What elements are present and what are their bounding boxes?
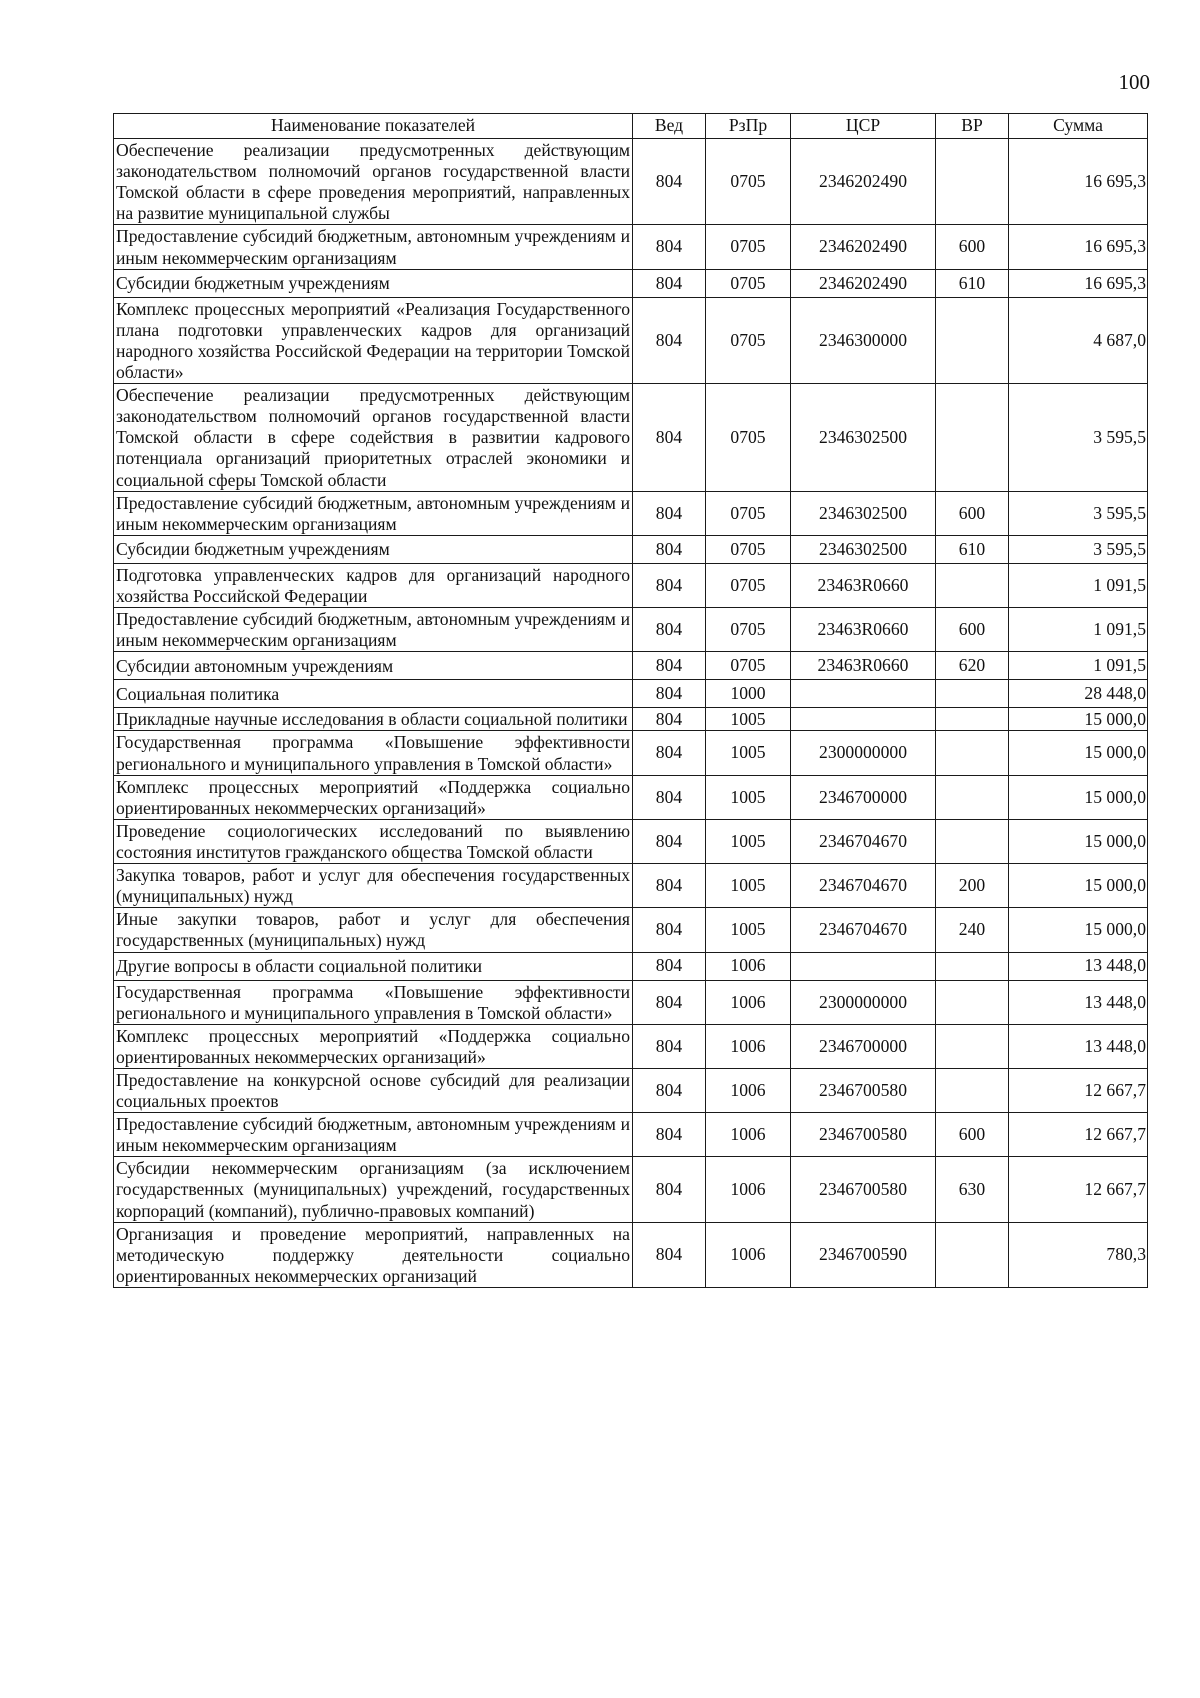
cell-sum: 15 000,0 [1009, 775, 1148, 819]
cell-csr: 2346700580 [791, 1113, 936, 1157]
cell-name: Субсидии некоммерческим организациям (за исключением государственных (муниципальных) учреждений, государственных корпораций (компаний), публично-правовых компаний) [114, 1157, 633, 1222]
cell-rzpr: 1006 [706, 1068, 791, 1112]
cell-name: Подготовка управленческих кадров для организаций народного хозяйства Российской Федерации [114, 563, 633, 607]
cell-csr: 23463R0660 [791, 563, 936, 607]
cell-sum: 12 667,7 [1009, 1068, 1148, 1112]
cell-rzpr: 1006 [706, 1157, 791, 1222]
page-number: 100 [1118, 70, 1150, 94]
cell-sum: 13 448,0 [1009, 1024, 1148, 1068]
cell-vr [936, 980, 1009, 1024]
cell-rzpr: 1006 [706, 1024, 791, 1068]
cell-csr: 2346202490 [791, 225, 936, 269]
cell-rzpr: 1005 [706, 731, 791, 775]
cell-ved: 804 [633, 731, 706, 775]
table-body [114, 139, 1148, 1288]
cell-ved: 804 [633, 652, 706, 680]
cell-csr: 2300000000 [791, 980, 936, 1024]
cell-rzpr: 1005 [706, 864, 791, 908]
cell-sum: 1 091,5 [1009, 563, 1148, 607]
table-header-row [114, 114, 1148, 139]
cell-sum: 13 448,0 [1009, 980, 1148, 1024]
cell-vr: 600 [936, 491, 1009, 535]
cell-ved: 804 [633, 775, 706, 819]
cell-rzpr: 0705 [706, 652, 791, 680]
cell-rzpr: 0705 [706, 491, 791, 535]
cell-ved: 804 [633, 708, 706, 731]
cell-vr: 610 [936, 535, 1009, 563]
cell-vr [936, 563, 1009, 607]
cell-rzpr: 0705 [706, 535, 791, 563]
cell-vr [936, 1068, 1009, 1112]
cell-sum: 13 448,0 [1009, 952, 1148, 980]
cell-ved: 804 [633, 952, 706, 980]
cell-rzpr: 1006 [706, 980, 791, 1024]
cell-vr: 240 [936, 908, 1009, 952]
table-row [114, 269, 1148, 297]
table-row [114, 563, 1148, 607]
cell-vr [936, 297, 1009, 383]
cell-name: Предоставление субсидий бюджетным, автономным учреждениям и иным некоммерческим организациям [114, 608, 633, 652]
cell-ved: 804 [633, 680, 706, 708]
cell-rzpr: 1005 [706, 775, 791, 819]
cell-vr: 630 [936, 1157, 1009, 1222]
cell-name: Комплекс процессных мероприятий «Поддержка социально ориентированных некоммерческих организаций» [114, 775, 633, 819]
cell-ved: 804 [633, 864, 706, 908]
cell-rzpr: 0705 [706, 608, 791, 652]
cell-ved: 804 [633, 1024, 706, 1068]
cell-vr [936, 952, 1009, 980]
cell-name: Организация и проведение мероприятий, направленных на методическую поддержку деятельности социально ориентированных некоммерческих организаций [114, 1222, 633, 1287]
cell-name: Предоставление субсидий бюджетным, автономным учреждениям и иным некоммерческим организациям [114, 491, 633, 535]
cell-sum: 28 448,0 [1009, 680, 1148, 708]
cell-vr: 600 [936, 608, 1009, 652]
cell-csr [791, 708, 936, 731]
cell-ved: 804 [633, 139, 706, 225]
cell-rzpr: 1006 [706, 952, 791, 980]
cell-csr: 2346700580 [791, 1068, 936, 1112]
cell-vr: 600 [936, 1113, 1009, 1157]
cell-rzpr: 0705 [706, 384, 791, 492]
cell-rzpr: 0705 [706, 297, 791, 383]
cell-vr [936, 731, 1009, 775]
cell-csr: 2346700000 [791, 775, 936, 819]
cell-name: Предоставление на конкурсной основе субсидий для реализации социальных проектов [114, 1068, 633, 1112]
cell-csr: 2346302500 [791, 491, 936, 535]
cell-rzpr: 1000 [706, 680, 791, 708]
cell-rzpr: 1006 [706, 1113, 791, 1157]
cell-rzpr: 1006 [706, 1222, 791, 1287]
cell-name: Другие вопросы в области социальной политики [114, 952, 633, 980]
cell-sum: 15 000,0 [1009, 864, 1148, 908]
cell-sum: 4 687,0 [1009, 297, 1148, 383]
table-row [114, 1222, 1148, 1287]
table-row [114, 225, 1148, 269]
cell-csr: 2346704670 [791, 819, 936, 863]
cell-ved: 804 [633, 819, 706, 863]
cell-name: Предоставление субсидий бюджетным, автономным учреждениям и иным некоммерческим организациям [114, 1113, 633, 1157]
header-sum: Сумма [1009, 114, 1148, 139]
cell-sum: 3 595,5 [1009, 491, 1148, 535]
cell-csr: 2346202490 [791, 269, 936, 297]
table-row [114, 652, 1148, 680]
table-row [114, 731, 1148, 775]
table-row [114, 1157, 1148, 1222]
cell-vr: 600 [936, 225, 1009, 269]
cell-csr: 23463R0660 [791, 608, 936, 652]
cell-sum: 15 000,0 [1009, 908, 1148, 952]
cell-vr [936, 775, 1009, 819]
cell-rzpr: 0705 [706, 225, 791, 269]
table-row [114, 1024, 1148, 1068]
cell-sum: 12 667,7 [1009, 1113, 1148, 1157]
cell-name: Закупка товаров, работ и услуг для обеспечения государственных (муниципальных) нужд [114, 864, 633, 908]
cell-csr: 2346704670 [791, 864, 936, 908]
cell-vr [936, 680, 1009, 708]
budget-table [113, 113, 1148, 1288]
cell-sum: 15 000,0 [1009, 708, 1148, 731]
cell-ved: 804 [633, 1068, 706, 1112]
cell-name: Предоставление субсидий бюджетным, автономным учреждениям и иным некоммерческим организациям [114, 225, 633, 269]
header-rzpr: РзПр [706, 114, 791, 139]
header-csr: ЦСР [791, 114, 936, 139]
cell-vr [936, 139, 1009, 225]
cell-ved: 804 [633, 297, 706, 383]
cell-csr [791, 680, 936, 708]
cell-name: Государственная программа «Повышение эффективности регионального и муниципального управления в Томской области» [114, 980, 633, 1024]
cell-rzpr: 1005 [706, 708, 791, 731]
table-row [114, 608, 1148, 652]
cell-vr [936, 1222, 1009, 1287]
table-row [114, 297, 1148, 383]
cell-name: Комплекс процессных мероприятий «Поддержка социально ориентированных некоммерческих организаций» [114, 1024, 633, 1068]
cell-csr: 2346302500 [791, 535, 936, 563]
cell-vr [936, 708, 1009, 731]
cell-rzpr: 0705 [706, 139, 791, 225]
cell-csr: 2300000000 [791, 731, 936, 775]
cell-vr: 200 [936, 864, 1009, 908]
cell-sum: 3 595,5 [1009, 384, 1148, 492]
cell-csr: 2346700000 [791, 1024, 936, 1068]
cell-ved: 804 [633, 1222, 706, 1287]
cell-csr: 2346202490 [791, 139, 936, 225]
cell-ved: 804 [633, 980, 706, 1024]
header-ved: Вед [633, 114, 706, 139]
cell-name: Комплекс процессных мероприятий «Реализация Государственного плана подготовки управленческих кадров для организаций народного хозяйства Российской Федерации на территории Томской области» [114, 297, 633, 383]
table-row [114, 819, 1148, 863]
table-row [114, 908, 1148, 952]
cell-ved: 804 [633, 269, 706, 297]
table-row [114, 1113, 1148, 1157]
cell-sum: 1 091,5 [1009, 608, 1148, 652]
cell-name: Государственная программа «Повышение эффективности регионального и муниципального управления в Томской области» [114, 731, 633, 775]
table-row [114, 980, 1148, 1024]
cell-name: Субсидии бюджетным учреждениям [114, 269, 633, 297]
cell-name: Субсидии автономным учреждениям [114, 652, 633, 680]
cell-name: Социальная политика [114, 680, 633, 708]
table-row [114, 775, 1148, 819]
cell-vr [936, 1024, 1009, 1068]
cell-ved: 804 [633, 225, 706, 269]
cell-csr [791, 952, 936, 980]
cell-sum: 15 000,0 [1009, 819, 1148, 863]
cell-csr: 2346700580 [791, 1157, 936, 1222]
cell-name: Субсидии бюджетным учреждениям [114, 535, 633, 563]
cell-sum: 3 595,5 [1009, 535, 1148, 563]
cell-sum: 780,3 [1009, 1222, 1148, 1287]
cell-vr: 610 [936, 269, 1009, 297]
table-row [114, 384, 1148, 492]
table-row [114, 1068, 1148, 1112]
table-row [114, 139, 1148, 225]
cell-sum: 15 000,0 [1009, 731, 1148, 775]
cell-ved: 804 [633, 908, 706, 952]
cell-csr: 2346300000 [791, 297, 936, 383]
cell-name: Проведение социологических исследований по выявлению состояния институтов гражданского общества Томской области [114, 819, 633, 863]
cell-sum: 16 695,3 [1009, 269, 1148, 297]
cell-vr [936, 819, 1009, 863]
header-name: Наименование показателей [114, 114, 633, 139]
table-row [114, 680, 1148, 708]
cell-sum: 1 091,5 [1009, 652, 1148, 680]
cell-sum: 16 695,3 [1009, 139, 1148, 225]
header-vr: ВР [936, 114, 1009, 139]
table-row [114, 491, 1148, 535]
cell-csr: 2346700590 [791, 1222, 936, 1287]
cell-ved: 804 [633, 535, 706, 563]
cell-sum: 16 695,3 [1009, 225, 1148, 269]
cell-rzpr: 1005 [706, 908, 791, 952]
cell-ved: 804 [633, 563, 706, 607]
cell-rzpr: 1005 [706, 819, 791, 863]
table-row [114, 952, 1148, 980]
table-row [114, 708, 1148, 731]
cell-ved: 804 [633, 608, 706, 652]
cell-rzpr: 0705 [706, 563, 791, 607]
cell-name: Иные закупки товаров, работ и услуг для обеспечения государственных (муниципальных) нужд [114, 908, 633, 952]
cell-sum: 12 667,7 [1009, 1157, 1148, 1222]
cell-vr [936, 384, 1009, 492]
cell-ved: 804 [633, 384, 706, 492]
cell-ved: 804 [633, 1113, 706, 1157]
cell-csr: 2346704670 [791, 908, 936, 952]
cell-name: Прикладные научные исследования в области социальной политики [114, 708, 633, 731]
cell-name: Обеспечение реализации предусмотренных действующим законодательством полномочий органов государственной власти Томской области в сфере содействия в развитии кадрового потенциала организаций приоритетных отраслей экономики и социальной сферы Томской области [114, 384, 633, 492]
cell-csr: 2346302500 [791, 384, 936, 492]
table-row [114, 864, 1148, 908]
cell-csr: 23463R0660 [791, 652, 936, 680]
cell-vr: 620 [936, 652, 1009, 680]
cell-rzpr: 0705 [706, 269, 791, 297]
cell-ved: 804 [633, 491, 706, 535]
cell-name: Обеспечение реализации предусмотренных действующим законодательством полномочий органов государственной власти Томской области в сфере проведения мероприятий, направленных на развитие муниципальной службы [114, 139, 633, 225]
table-row [114, 535, 1148, 563]
cell-ved: 804 [633, 1157, 706, 1222]
